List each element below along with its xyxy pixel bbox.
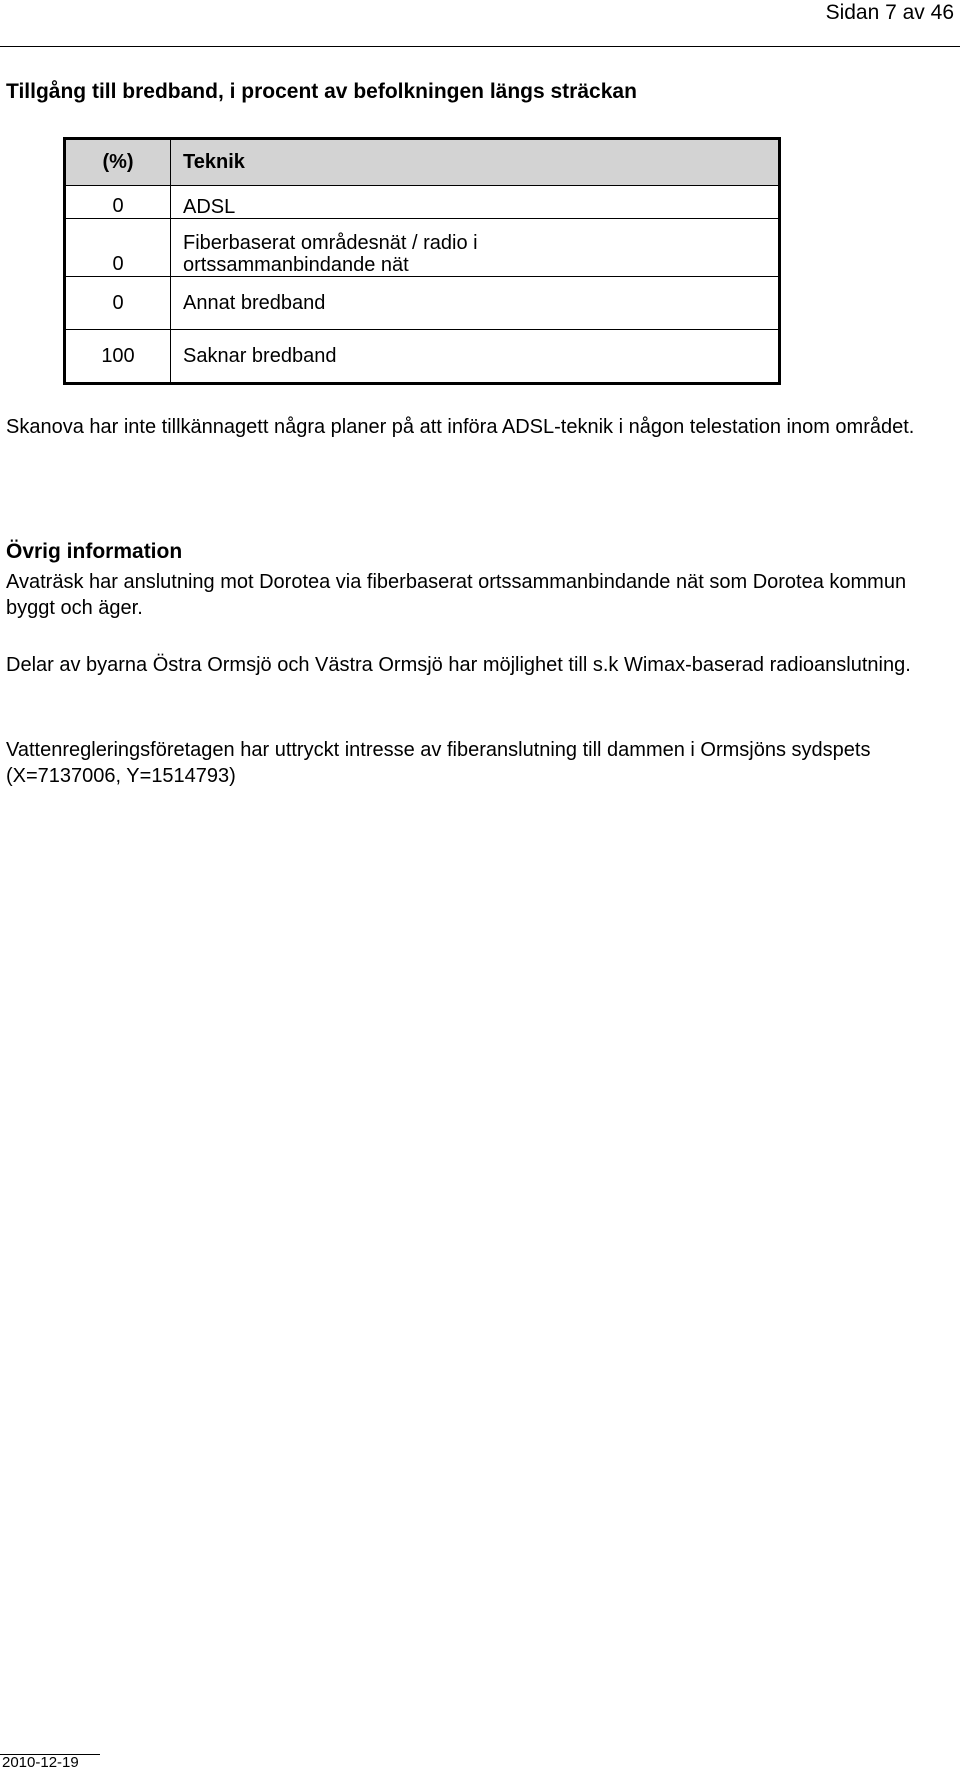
broadband-table xyxy=(63,137,781,385)
percent-cell: 0 xyxy=(65,277,171,330)
footer-date: 2010-12-19 xyxy=(2,1754,79,1771)
technology-label: Annat bredband xyxy=(183,292,326,315)
technology-cell xyxy=(171,186,780,218)
technology-cell xyxy=(171,218,780,276)
skanova-paragraph: Skanova har inte tillkännagett några planer på att införa ADSL-teknik i någon telestation inom området. xyxy=(6,416,915,438)
column-header-percent: (%) xyxy=(65,139,171,186)
technology-cell xyxy=(171,277,780,330)
dam-paragraph: Vattenregleringsföretagen har uttryckt intresse av fiberanslutning till dammen i Ormsjöns sydspets (X=7137006, Y=1514793) xyxy=(6,739,871,787)
technology-label: Saknar bredband xyxy=(183,345,337,367)
column-header-technology: Teknik xyxy=(171,139,780,186)
technology-label: ADSL xyxy=(183,195,236,218)
table-row xyxy=(65,186,780,218)
other-information-heading: Övrig information xyxy=(6,540,183,563)
technology-label: Fiberbaserat områdesnät / radio i xyxy=(183,232,478,255)
percent-cell: 100 xyxy=(65,330,171,384)
technology-label: ortssammanbindande nät xyxy=(183,254,409,277)
ormsjo-paragraph: Delar av byarna Östra Ormsjö och Västra Ormsjö har möjlighet till s.k Wimax-baserad radioanslutning. xyxy=(6,654,911,676)
table-header-row xyxy=(65,139,780,186)
percent-cell: 0 xyxy=(65,218,171,276)
percent-cell: 0 xyxy=(65,186,171,218)
avatrask-paragraph: Avaträsk har anslutning mot Dorotea via fiberbaserat ortssammanbindande nät som Dorotea kommun byggt och äger. xyxy=(6,571,907,619)
table-row xyxy=(65,330,780,384)
header-divider xyxy=(0,46,960,47)
section-title: Tillgång till bredband, i procent av befolkningen längs sträckan xyxy=(6,80,637,103)
table-row xyxy=(65,218,780,276)
technology-cell xyxy=(171,330,780,384)
table-row xyxy=(65,277,780,330)
page-number: Sidan 7 av 46 xyxy=(825,1,954,24)
